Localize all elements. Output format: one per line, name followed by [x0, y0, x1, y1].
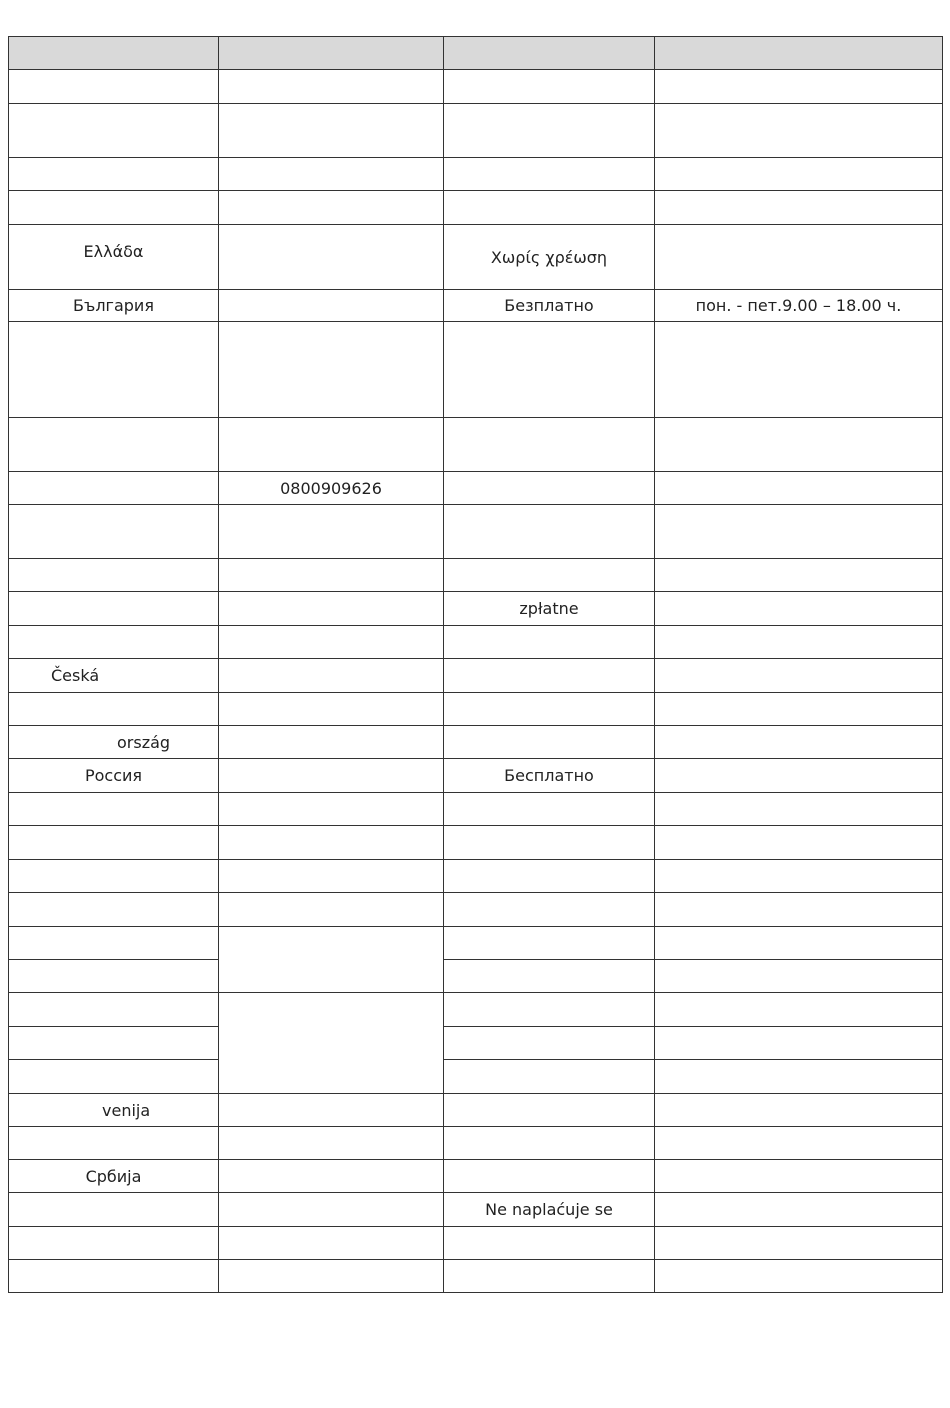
table-cell	[9, 1193, 219, 1227]
table-cell	[655, 1227, 943, 1260]
table-cell	[444, 860, 655, 893]
table-cell	[9, 927, 219, 960]
table-cell	[655, 759, 943, 793]
cost-cell: Ne naplaćuje se	[444, 1193, 655, 1227]
table-cell	[444, 626, 655, 659]
table-cell	[655, 626, 943, 659]
table-cell	[219, 793, 444, 826]
table-cell	[219, 759, 444, 793]
table-cell	[219, 1193, 444, 1227]
table-cell	[219, 592, 444, 626]
table-cell	[655, 1127, 943, 1160]
table-cell	[444, 158, 655, 191]
country-cell	[9, 225, 219, 290]
table-cell	[9, 104, 219, 158]
table-cell	[655, 1060, 943, 1094]
table-cell	[9, 559, 219, 592]
table-cell	[9, 592, 219, 626]
table-row	[9, 559, 943, 592]
table-cell	[9, 322, 219, 418]
table-row	[9, 826, 943, 860]
table-cell	[9, 1227, 219, 1260]
table-cell	[219, 505, 444, 559]
table-cell	[655, 893, 943, 927]
table-row	[9, 1060, 943, 1094]
table-cell	[655, 104, 943, 158]
table-cell	[444, 1027, 655, 1060]
cost-cell: Бесплатно	[444, 759, 655, 793]
table-cell	[655, 225, 943, 290]
table-cell	[219, 1227, 444, 1260]
header-cell	[219, 37, 444, 70]
table-cell	[444, 893, 655, 927]
table-cell	[219, 191, 444, 225]
table-row	[9, 1193, 943, 1227]
table-row	[9, 1094, 943, 1127]
table-cell	[219, 104, 444, 158]
cost-cell: zpłatne	[444, 592, 655, 626]
table-cell	[655, 1027, 943, 1060]
table-cell	[444, 1260, 655, 1293]
table-cell	[9, 191, 219, 225]
table-cell	[9, 626, 219, 659]
header-cell	[655, 37, 943, 70]
table-row	[9, 626, 943, 659]
table-row	[9, 1260, 943, 1293]
table-cell	[655, 418, 943, 472]
table-cell	[444, 104, 655, 158]
table-cell	[655, 70, 943, 104]
table-cell	[444, 960, 655, 993]
table-row-greece	[9, 225, 943, 290]
table-row	[9, 726, 943, 759]
table-cell	[444, 1060, 655, 1094]
country-cell: България	[9, 290, 219, 322]
table-cell	[444, 826, 655, 860]
merged-cell	[219, 993, 444, 1094]
country-cell: venija	[9, 1094, 219, 1127]
country-cell: ország	[9, 726, 219, 759]
phone-cell: 0800909626	[219, 472, 444, 505]
table-cell	[655, 659, 943, 693]
table-cell	[219, 322, 444, 418]
country-cell: Србија	[9, 1160, 219, 1193]
table-row	[9, 793, 943, 826]
table-cell	[9, 960, 219, 993]
table-row	[9, 592, 943, 626]
table-cell	[444, 927, 655, 960]
table-row	[9, 1227, 943, 1260]
table-cell	[219, 1160, 444, 1193]
table-cell	[219, 659, 444, 693]
table-cell	[655, 1094, 943, 1127]
table-cell	[655, 322, 943, 418]
table-cell	[655, 927, 943, 960]
table-cell	[219, 826, 444, 860]
country-cell: Россия	[9, 759, 219, 793]
table-cell	[655, 472, 943, 505]
table-cell	[9, 1127, 219, 1160]
table-cell	[444, 472, 655, 505]
table-cell	[444, 1094, 655, 1127]
table-cell	[655, 559, 943, 592]
table-row	[9, 1027, 943, 1060]
table-row	[9, 505, 943, 559]
table-row	[9, 960, 943, 993]
table-cell	[444, 693, 655, 726]
table-cell	[444, 993, 655, 1027]
table-row	[9, 322, 943, 418]
table-cell	[9, 860, 219, 893]
table-cell	[655, 1260, 943, 1293]
table-cell	[655, 191, 943, 225]
table-cell	[9, 793, 219, 826]
table-cell	[444, 418, 655, 472]
table-cell	[219, 70, 444, 104]
table-cell	[9, 693, 219, 726]
table-row	[9, 993, 943, 1027]
table-cell	[444, 659, 655, 693]
table-cell	[444, 726, 655, 759]
table-cell	[219, 158, 444, 191]
table-cell	[655, 158, 943, 191]
table-cell	[444, 70, 655, 104]
table-row	[9, 659, 943, 693]
table-cell	[9, 1260, 219, 1293]
header-cell	[9, 37, 219, 70]
table-cell	[9, 1027, 219, 1060]
table-row	[9, 927, 943, 960]
table-cell	[219, 693, 444, 726]
table-cell	[655, 993, 943, 1027]
table-row	[9, 860, 943, 893]
hours-cell: пон. - пет.9.00 – 18.00 ч.	[655, 290, 943, 322]
table-cell	[655, 1160, 943, 1193]
table-cell	[655, 693, 943, 726]
table-cell	[219, 559, 444, 592]
table-row	[9, 472, 943, 505]
table-cell	[444, 1127, 655, 1160]
cost-cell: Безплатно	[444, 290, 655, 322]
table-cell	[655, 1193, 943, 1227]
support-contact-table	[8, 36, 943, 1293]
table-cell	[219, 1127, 444, 1160]
table-cell	[655, 793, 943, 826]
table-cell	[9, 418, 219, 472]
table-cell	[9, 1060, 219, 1094]
table-row-bulgaria	[9, 290, 943, 322]
table-cell	[444, 1160, 655, 1193]
table-row	[9, 693, 943, 726]
table-cell	[9, 505, 219, 559]
table-cell	[655, 505, 943, 559]
table-cell	[444, 505, 655, 559]
table-cell	[655, 592, 943, 626]
table-cell	[444, 191, 655, 225]
cost-cell: Χωρίς χρέωση	[444, 225, 655, 290]
table-cell	[444, 559, 655, 592]
table-row	[9, 70, 943, 104]
table-cell	[219, 726, 444, 759]
country-name: Ελλάδα	[83, 241, 144, 261]
table-cell	[9, 993, 219, 1027]
table-row	[9, 893, 943, 927]
table-header-row	[9, 37, 943, 70]
table-cell	[9, 826, 219, 860]
table-cell	[444, 793, 655, 826]
table-row	[9, 158, 943, 191]
table-cell	[655, 826, 943, 860]
country-cell: Česká	[9, 659, 219, 693]
table-cell	[219, 893, 444, 927]
table-cell	[444, 1227, 655, 1260]
table-row	[9, 191, 943, 225]
table-row	[9, 1127, 943, 1160]
table-cell	[9, 472, 219, 505]
table-cell	[219, 626, 444, 659]
table-cell	[655, 726, 943, 759]
table-cell	[219, 290, 444, 322]
merged-cell	[219, 927, 444, 993]
table-cell	[9, 158, 219, 191]
table-cell	[655, 960, 943, 993]
table-cell	[219, 1260, 444, 1293]
table-cell	[219, 1094, 444, 1127]
header-cell	[444, 37, 655, 70]
table-row	[9, 104, 943, 158]
table-row-serbia	[9, 1160, 943, 1193]
table-cell	[9, 893, 219, 927]
table-row	[9, 418, 943, 472]
table-row-russia	[9, 759, 943, 793]
table-cell	[219, 418, 444, 472]
table-cell	[219, 860, 444, 893]
table-cell	[219, 225, 444, 290]
table-cell	[655, 860, 943, 893]
table-cell	[444, 322, 655, 418]
table-cell	[9, 70, 219, 104]
